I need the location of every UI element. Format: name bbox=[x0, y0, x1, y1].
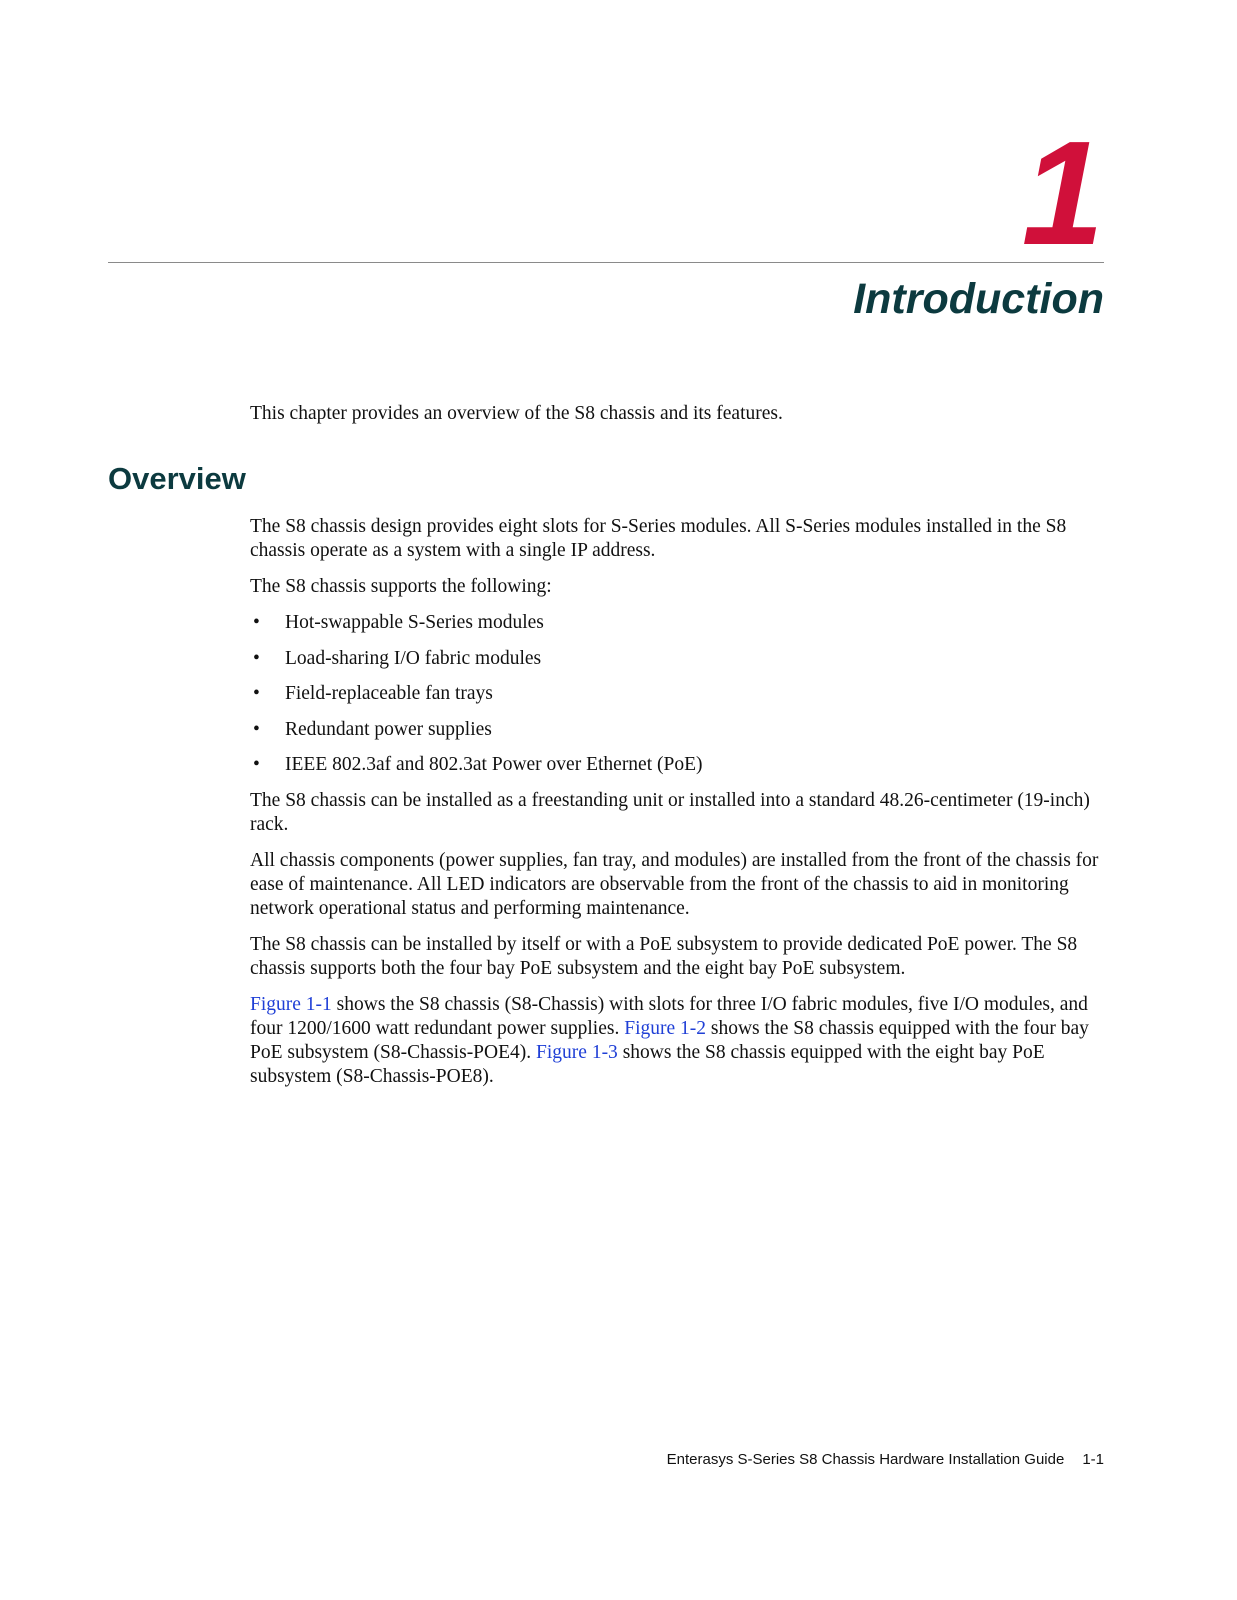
paragraph-text: shows the S8 chassis equipped with the eight bay PoE subsystem (S8-Chassis-POE8). bbox=[250, 1042, 1045, 1087]
list-item bbox=[250, 682, 1110, 706]
figure-1-2-link[interactable]: Figure 1-2 bbox=[624, 1018, 707, 1039]
chapter-number: 1 bbox=[1021, 111, 1104, 276]
paragraph-text: shows the S8 chassis (S8-Chassis) with slots for three I/O fabric modules, five I/O modules, and four 1200/1600 watt redundant power supplies. bbox=[250, 994, 1088, 1039]
bullet-icon: • bbox=[253, 754, 260, 775]
paragraph-text: shows the S8 chassis equipped with the four bay PoE subsystem (S8-Chassis-POE4). bbox=[250, 1018, 1089, 1063]
overview-paragraph-2: The S8 chassis supports the following: bbox=[250, 576, 552, 597]
chapter-title: Introduction bbox=[853, 275, 1104, 323]
intro-paragraph: This chapter provides an overview of the S8 chassis and its features. bbox=[250, 403, 783, 424]
list-item bbox=[250, 647, 1110, 671]
figure-1-1-link[interactable]: Figure 1-1 bbox=[250, 994, 332, 1015]
list-item-text: Hot-swappable S-Series modules bbox=[285, 612, 544, 633]
footer-guide-title: Enterasys S-Series S8 Chassis Hardware Installation Guide bbox=[666, 1451, 1065, 1468]
chapter-divider bbox=[108, 262, 1104, 263]
overview-paragraph-1: The S8 chassis design provides eight slots for S-Series modules. All S-Series modules installed in the S8 chassis operate as a system with a single IP address. bbox=[250, 516, 1067, 561]
overview-paragraph-3: The S8 chassis can be installed as a freestanding unit or installed into a standard 48.26-centimeter (19-inch) rack. bbox=[250, 790, 1090, 835]
overview-paragraph-5: The S8 chassis can be installed by itself or with a PoE subsystem to provide dedicated PoE power. The S8 chassis supports both the four bay PoE subsystem and the eight bay PoE subsystem. bbox=[250, 934, 1078, 979]
overview-paragraph-4: All chassis components (power supplies, fan tray, and modules) are installed from the front of the chassis for ease of maintenance. All LED indicators are observable from the front of the chassis to aid in monitoring network operational status and performing maintenance. bbox=[250, 850, 1099, 919]
list-item bbox=[250, 611, 1110, 635]
footer-page-number: 1-1 bbox=[1082, 1451, 1104, 1468]
bullet-icon: • bbox=[253, 647, 260, 669]
bullet-icon: • bbox=[253, 612, 260, 633]
list-item-text: Field-replaceable fan trays bbox=[285, 683, 493, 704]
list-item-text: Load-sharing I/O fabric modules bbox=[285, 647, 542, 669]
list-item-text: Redundant power supplies bbox=[285, 718, 492, 740]
bullet-icon: • bbox=[253, 718, 260, 740]
section-heading-overview: Overview bbox=[108, 461, 246, 496]
bullet-icon: • bbox=[253, 683, 260, 704]
overview-body bbox=[250, 515, 1110, 1101]
features-list bbox=[250, 611, 1110, 777]
list-item bbox=[250, 753, 1110, 777]
page-footer bbox=[667, 1451, 1104, 1469]
list-item-text: IEEE 802.3af and 802.3at Power over Ethernet (PoE) bbox=[285, 754, 703, 775]
overview-paragraph-6 bbox=[250, 993, 1110, 1089]
list-item bbox=[250, 718, 1110, 742]
figure-1-3-link[interactable]: Figure 1-3 bbox=[536, 1042, 618, 1063]
